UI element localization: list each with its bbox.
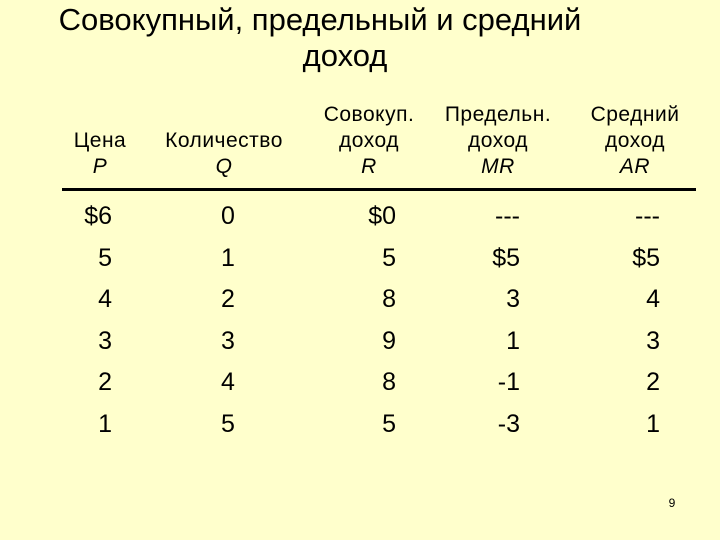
header-average-revenue [580, 102, 690, 180]
header-average-revenue-symbol: AR [619, 155, 651, 178]
cell-total-revenue: 5 [382, 409, 396, 438]
cell-marginal-revenue: -1 [497, 368, 520, 396]
cell-total-revenue: $0 [368, 202, 396, 230]
cell-average-revenue: 4 [646, 285, 660, 313]
cell-quantity: 0 [221, 202, 235, 230]
cell-total-revenue: 5 [382, 243, 396, 272]
header-price-label: Цена [73, 129, 127, 152]
cell-quantity: 5 [221, 409, 235, 438]
cell-quantity: 1 [221, 243, 235, 272]
header-divider [62, 188, 696, 191]
cell-quantity: 3 [221, 326, 235, 355]
header-price [62, 128, 138, 180]
header-average-revenue-label-1: Средний [590, 103, 680, 126]
cell-price: 5 [98, 243, 112, 272]
header-average-revenue-label-2: доход [605, 129, 665, 152]
cell-marginal-revenue: $5 [492, 243, 520, 272]
page-number: 9 [668, 496, 676, 510]
header-total-revenue-symbol: R [361, 155, 377, 178]
header-marginal-revenue-label-1: Предельн. [444, 103, 552, 126]
header-marginal-revenue-symbol: MR [481, 155, 515, 178]
cell-price: 3 [98, 326, 112, 355]
header-total-revenue-label-1: Совокуп. [323, 103, 415, 126]
header-quantity-symbol: Q [215, 155, 233, 178]
slide-title [0, 2, 720, 74]
cell-price: $6 [84, 202, 112, 230]
header-marginal-revenue [432, 102, 564, 180]
column-price [60, 196, 112, 445]
cell-average-revenue: 2 [646, 368, 660, 396]
header-total-revenue [306, 102, 432, 180]
cell-quantity: 2 [221, 285, 235, 313]
cell-price: 1 [98, 409, 112, 438]
cell-average-revenue: --- [635, 202, 660, 230]
header-marginal-revenue-label-2: доход [468, 129, 528, 152]
column-total-revenue [340, 196, 396, 445]
cell-marginal-revenue: 1 [506, 326, 520, 355]
header-quantity [146, 128, 302, 180]
cell-marginal-revenue: --- [495, 202, 520, 230]
cell-total-revenue: 8 [382, 368, 396, 396]
column-marginal-revenue [460, 196, 520, 445]
cell-quantity: 4 [221, 368, 235, 396]
column-average-revenue [600, 196, 660, 445]
cell-average-revenue: $5 [632, 243, 660, 272]
title-line-2: доход [302, 38, 388, 73]
cell-price: 2 [98, 368, 112, 396]
cell-price: 4 [98, 285, 112, 313]
title-line-1: Совокупный, предельный и средний [58, 2, 582, 37]
column-quantity [204, 196, 252, 445]
header-quantity-label: Количество [165, 129, 283, 152]
cell-total-revenue: 8 [382, 285, 396, 313]
cell-marginal-revenue: -3 [497, 409, 520, 438]
header-total-revenue-label-2: доход [339, 129, 399, 152]
cell-average-revenue: 1 [646, 409, 660, 438]
header-price-symbol: P [92, 155, 108, 178]
cell-marginal-revenue: 3 [506, 285, 520, 313]
cell-total-revenue: 9 [382, 326, 396, 355]
cell-average-revenue: 3 [646, 326, 660, 355]
